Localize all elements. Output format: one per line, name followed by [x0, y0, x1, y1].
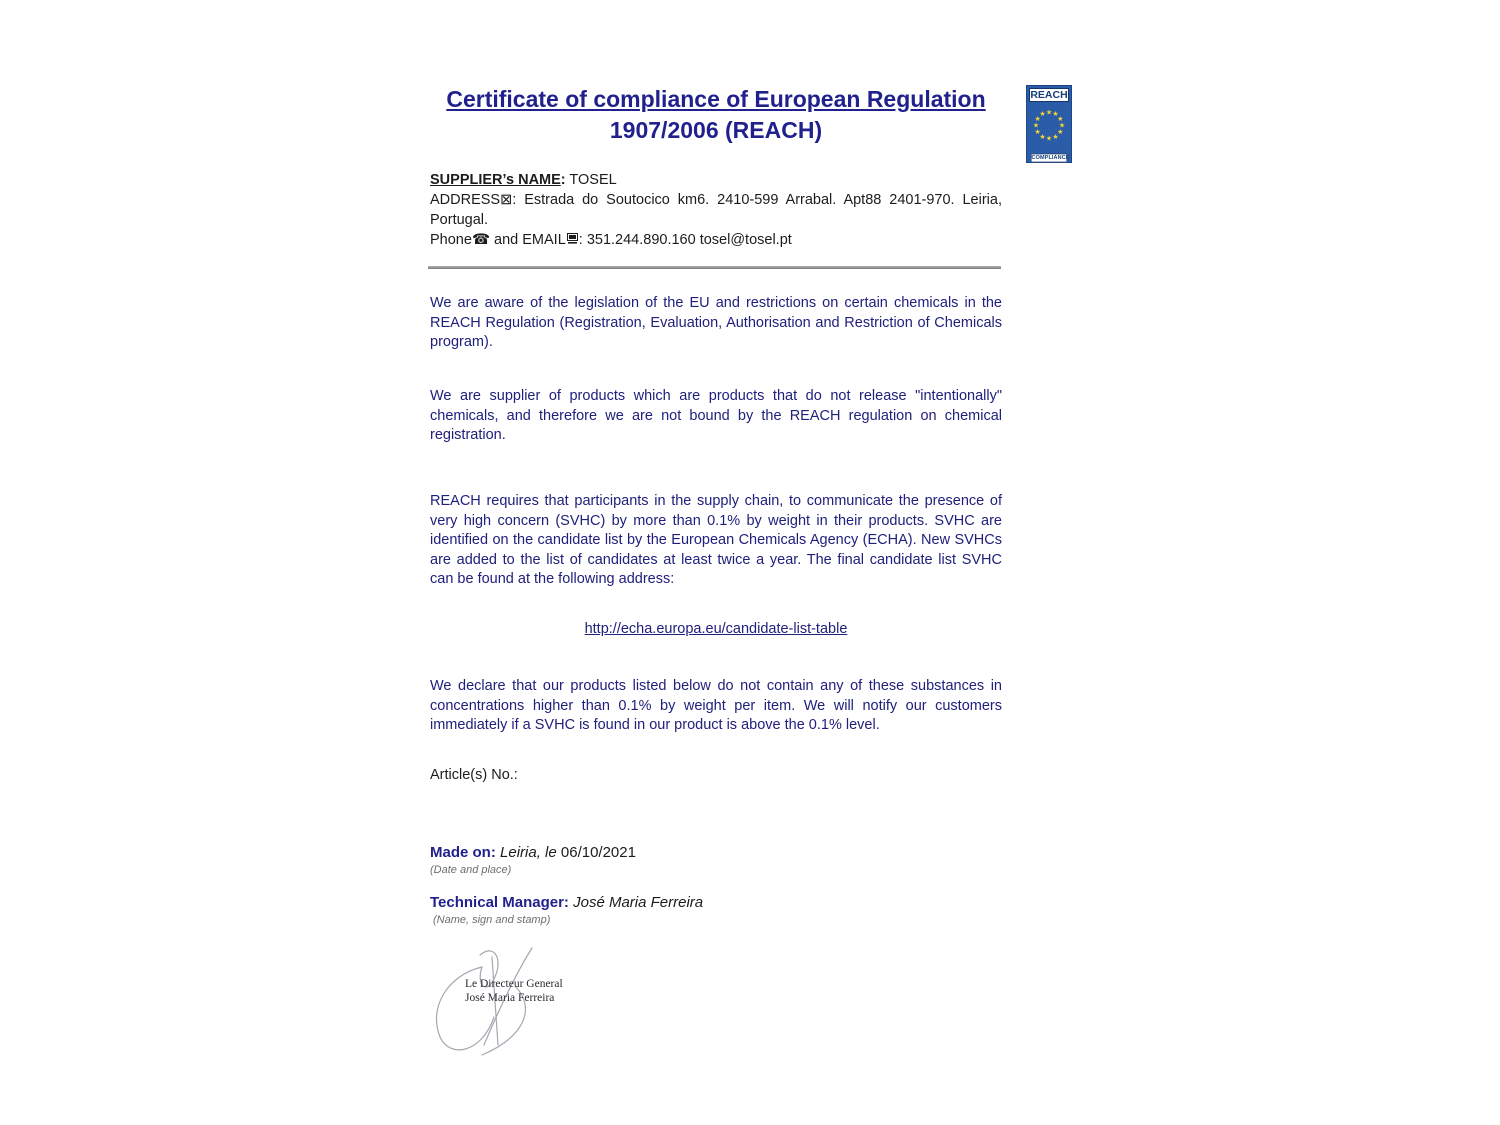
address-label: ADDRESS: [430, 192, 501, 208]
supplier-name-line: [430, 170, 1002, 190]
reach-compliance-logo: [1026, 85, 1072, 163]
document-title: [430, 84, 1002, 146]
stamp-line2: José Maria Ferreira: [465, 992, 555, 1004]
technical-manager-line: [430, 893, 1002, 913]
supplier-name-value: TOSEL: [565, 172, 617, 188]
articles-no-label: Article(s) No.:: [430, 767, 518, 783]
signature-stamp-text: [465, 977, 563, 1005]
svg-text:★: ★: [1039, 132, 1046, 141]
svg-text:★: ★: [1045, 134, 1053, 143]
made-on-line: [430, 843, 1002, 863]
technical-manager-label: Technical Manager:: [430, 894, 569, 911]
email-label: and EMAIL: [490, 232, 566, 248]
signature-area: [420, 945, 750, 1090]
phone-label: Phone: [430, 232, 472, 248]
supplier-contact-line: [430, 230, 1002, 251]
contact-value: : 351.244.890.160 tosel@tosel.pt: [578, 232, 792, 248]
supplier-name-colon: :: [560, 172, 566, 188]
address-value: : Estrada do Soutocico km6. 2410-599 Arrabal. Apt88 2401-970. Leiria, Portugal.: [430, 192, 1002, 228]
signature-scribble-icon: [420, 945, 750, 1090]
computer-icon: [566, 231, 579, 251]
envelope-icon: ⊠: [500, 192, 513, 208]
technical-manager-name: José Maria Ferreira: [568, 894, 704, 911]
paragraph-awareness: We are aware of the legislation of the EU and restrictions on certain chemicals in the REACH Regulation (Registration, Evaluation, Authorisation and Restriction of Chemicals program).: [430, 295, 1002, 350]
eu-stars-svg: [1029, 102, 1069, 148]
svg-text:★: ★: [1052, 110, 1059, 119]
svg-text:★: ★: [1039, 110, 1046, 119]
candidate-list-link[interactable]: http://echa.europa.eu/candidate-list-table: [584, 621, 848, 637]
paragraph-declaration: We declare that our products listed below do not contain any of these substances in concentrations higher than 0.1% by weight per item. We will notify our customers immediately if a SVHC is found in our product is above the 0.1% level.: [430, 678, 1002, 733]
svg-text:★: ★: [1034, 128, 1041, 136]
reach-logo-title: REACH: [1030, 89, 1068, 101]
date-place-hint: (Date and place): [430, 864, 512, 876]
eu-stars-icon: [1029, 102, 1069, 153]
paragraph-svhc-info: REACH requires that participants in the supply chain, to communicate the presence of very high concern (SVHC) by more than 0.1% by weight in their products. SVHC are identified on the candidate list by the European Chemicals Agency (ECHA). New SVHCs are added to the list of candidates at least twice a year. The final candidate list SVHC can be found at the following address:: [430, 493, 1002, 587]
horizontal-divider: [428, 266, 1001, 269]
svg-text:★: ★: [1052, 132, 1059, 141]
made-on-place: Leiria, le: [495, 844, 561, 861]
svg-text:★: ★: [1057, 115, 1064, 123]
phone-icon: ☎: [471, 232, 490, 248]
svg-text:★: ★: [1032, 121, 1040, 130]
document-title-line2: 1907/2006 (REACH): [609, 117, 823, 143]
name-sign-stamp-hint: (Name, sign and stamp): [433, 914, 551, 926]
supplier-name-label: SUPPLIER’s NAME: [430, 172, 561, 188]
svg-text:★: ★: [1057, 128, 1064, 136]
reach-logo-compliance-label: COMPLIANCE: [1031, 155, 1070, 161]
stamp-line1: Le Directeur General: [465, 978, 563, 990]
made-on-label: Made on:: [430, 844, 496, 861]
svg-text:★: ★: [1045, 108, 1053, 117]
technical-manager-block: [430, 893, 1002, 928]
candidate-list-link-row: [430, 621, 1002, 637]
made-on-date: 06/10/2021: [560, 844, 636, 861]
paragraph-supplier-status: We are supplier of products which are products that do not release "intentionally" chemicals, and therefore we are not bound by the REACH regulation on chemical registration.: [430, 388, 1002, 443]
supplier-address-line: [430, 190, 1002, 230]
made-on-block: [430, 843, 1002, 878]
supplier-block: [430, 170, 1002, 251]
svg-text:★: ★: [1034, 115, 1041, 123]
document-title-line1: Certificate of compliance of European Regulation: [446, 86, 986, 112]
svg-text:★: ★: [1058, 121, 1066, 130]
